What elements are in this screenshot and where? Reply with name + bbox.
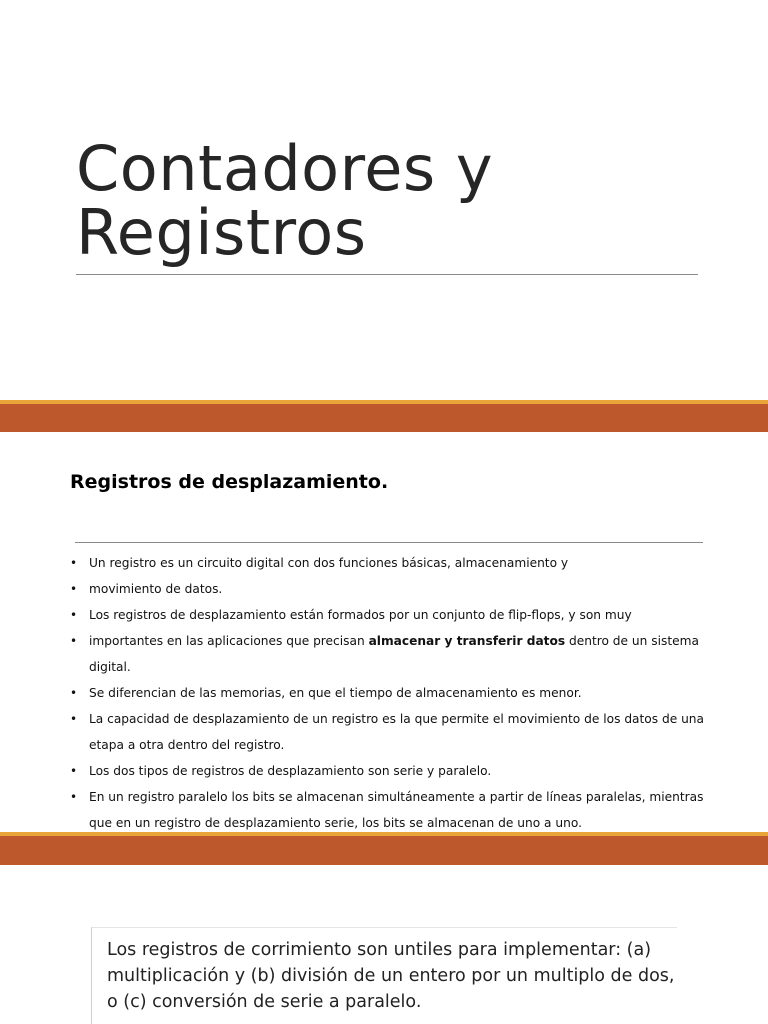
bullet-list [70,550,710,836]
bullet-text: dentro de un sistema [565,634,699,648]
bullet-text: importantes en las aplicaciones que precisan [89,634,369,648]
bullet-emphasis: almacenar y transferir datos [368,634,566,648]
slide-separator-band [0,400,768,432]
bullet-item: • Los registros de desplazamiento están formados por un conjunto de flip-flops, y son muy [70,602,710,628]
bullet-item: • En un registro paralelo los bits se almacenan simultáneamente a partir de líneas paralelas, mientras [70,784,710,810]
bullet-continuation: digital. [89,660,131,674]
slide-separator-band [0,832,768,865]
slide-separator-accent [0,832,768,836]
heading-divider [75,542,703,543]
bullet-item: • La capacidad de desplazamiento de un registro es la que permite el movimiento de los datos de una [70,706,710,732]
bullet-item [70,628,710,654]
content-slide-registros [0,432,768,832]
title-divider [76,274,698,275]
bullet-continuation: etapa a otra dentro del registro. [89,738,285,752]
bullet-item: • Los dos tipos de registros de desplazamiento son serie y paralelo. [70,758,710,784]
slide-title [76,132,716,269]
paragraph-line: Los registros de corrimiento son untiles para implementar: (a) [107,940,652,960]
bullet-continuation: que en un registro de desplazamiento serie, los bits se almacenan de uno a uno. [89,816,582,830]
slide-heading: Registros de desplazamiento. [70,471,389,493]
paragraph-line: multiplicación y (b) división de un entero por un multiplo de dos, [107,966,675,986]
bullet-item: • Un registro es un circuito digital con dos funciones básicas, almacenamiento y [70,550,710,576]
slide-title-line-2: Registros [76,196,367,269]
slide-separator-accent [0,400,768,404]
slide-title-line-1: Contadores y [76,132,494,205]
paragraph-line: o (c) conversión de serie a paralelo. [107,992,422,1012]
title-slide [0,0,768,400]
bullet-item: • Se diferencian de las memorias, en que el tiempo de almacenamiento es menor. [70,680,710,706]
bullet-item: • movimiento de datos. [70,576,710,602]
content-slide-corrimiento [0,865,768,1024]
corrimiento-paragraph [107,937,677,1015]
